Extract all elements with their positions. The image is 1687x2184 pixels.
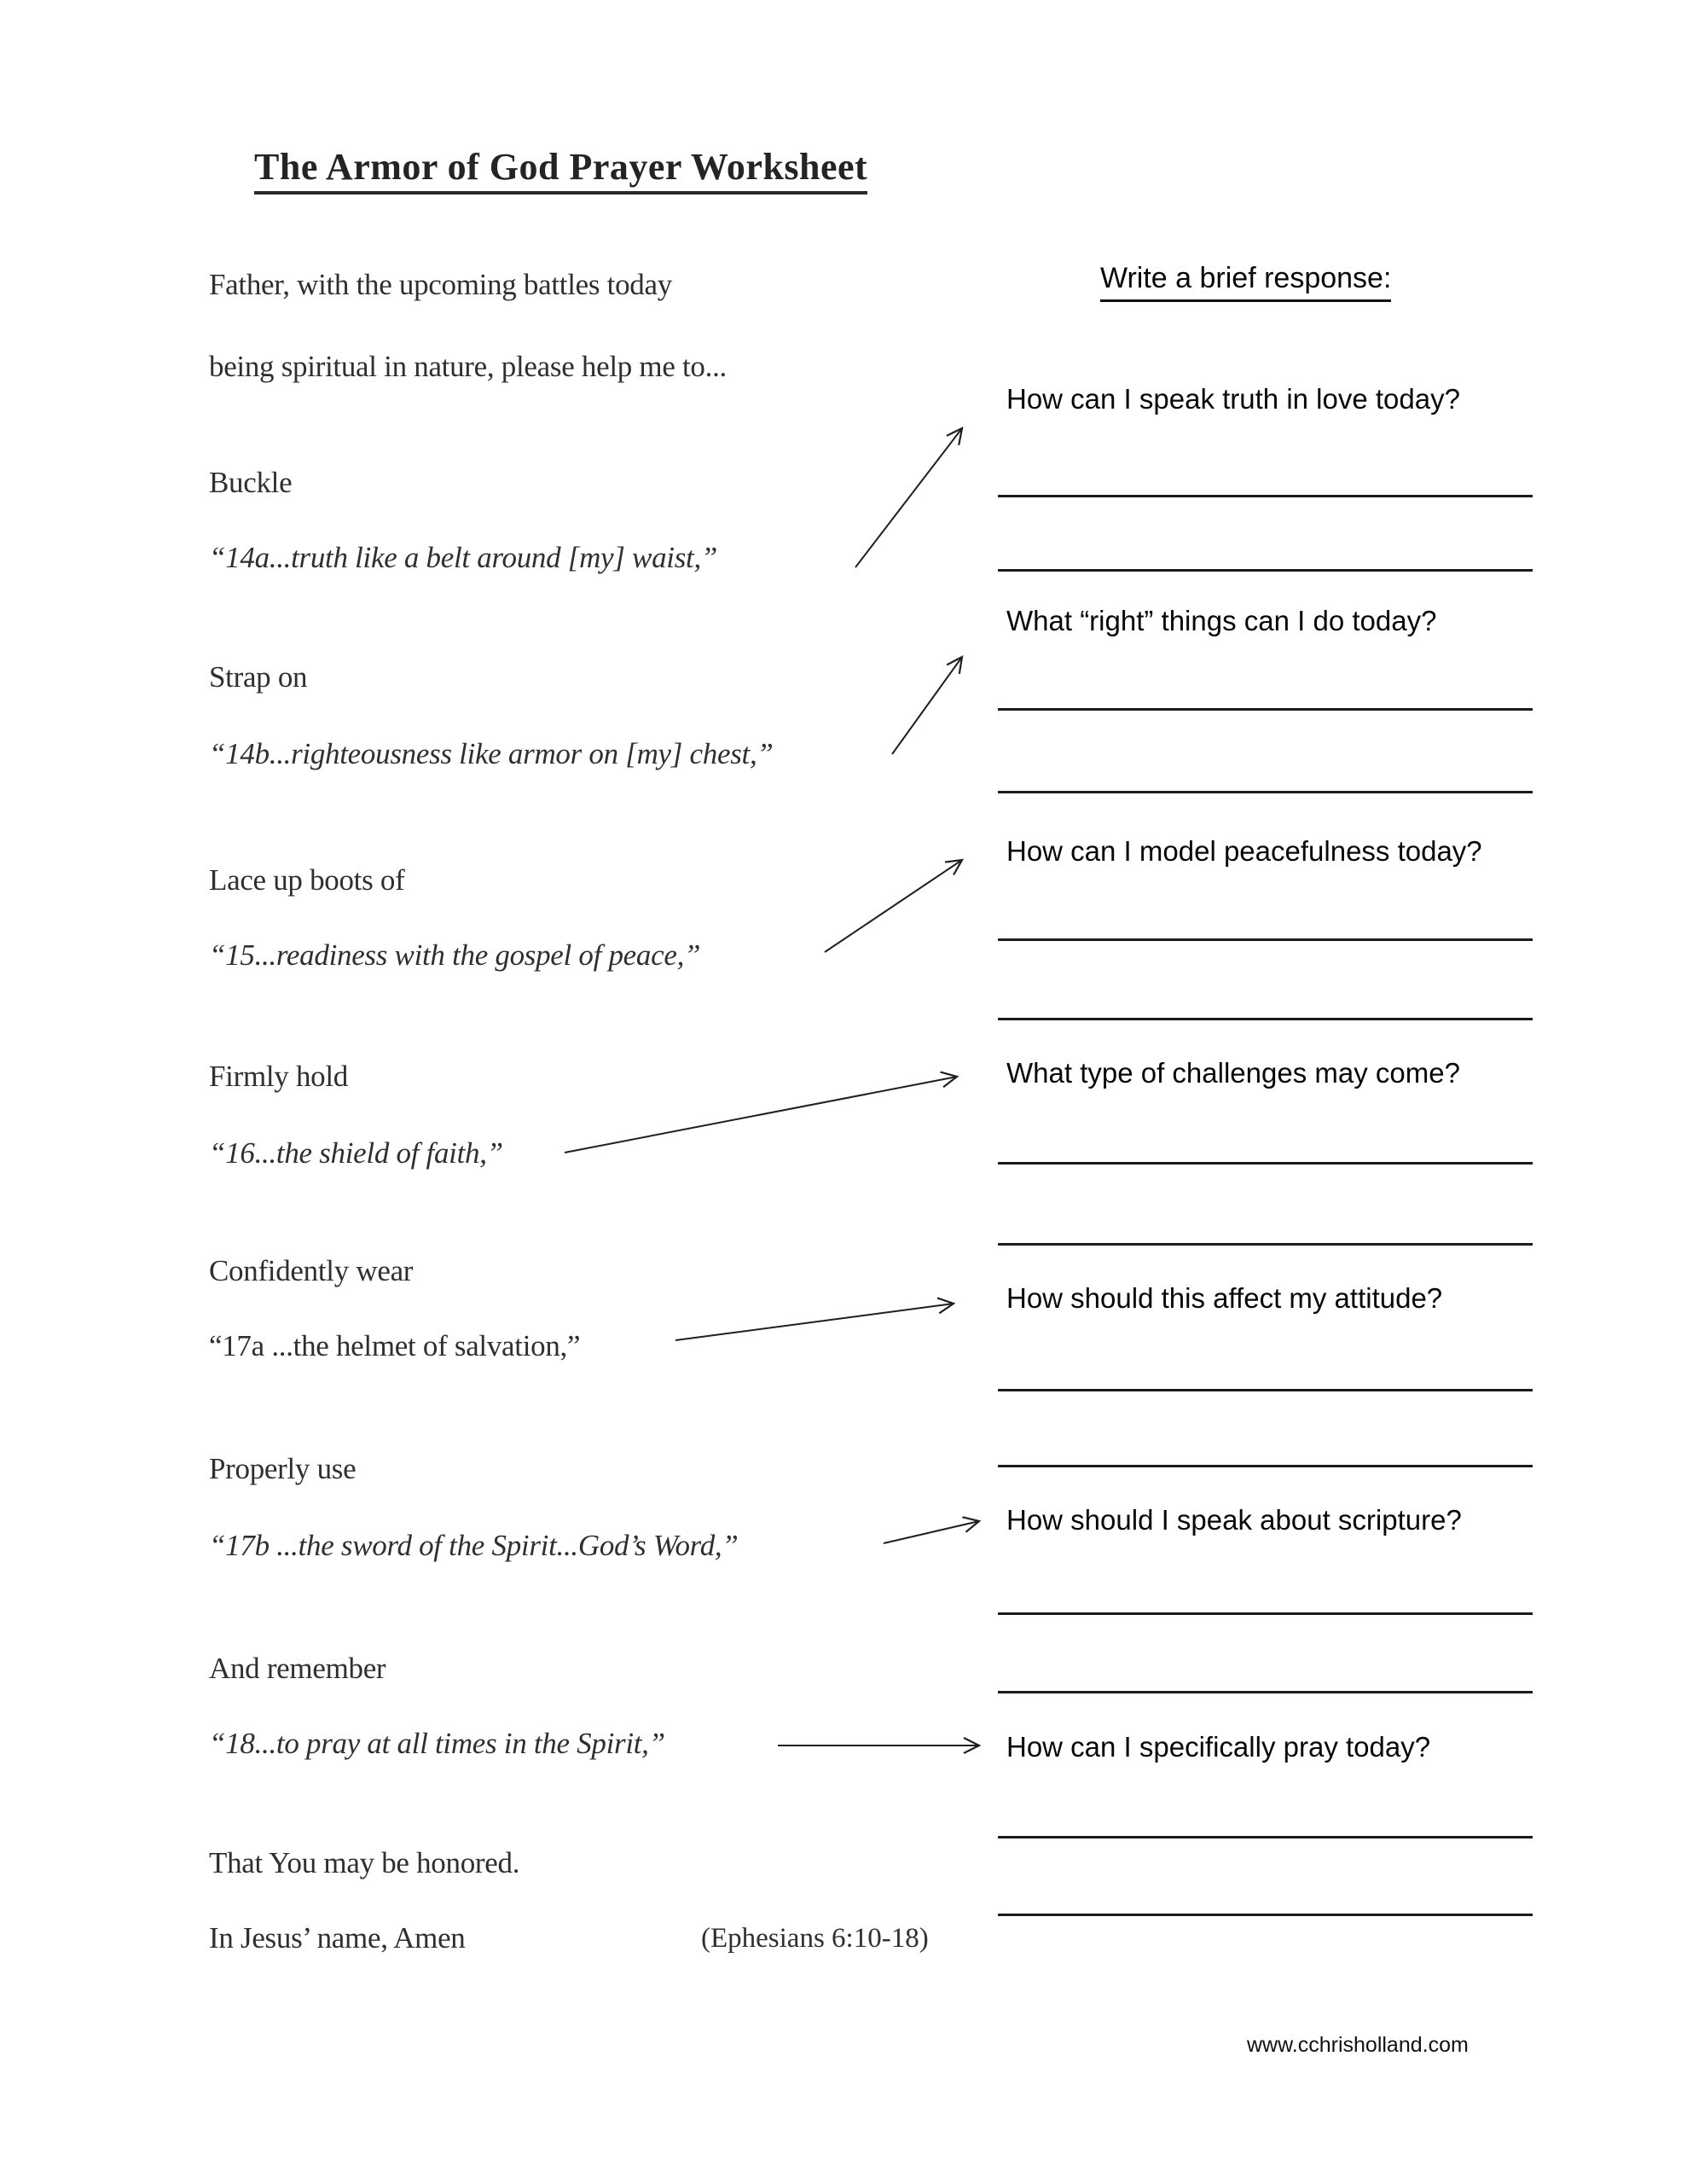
closing-line-1: That You may be honored. xyxy=(209,1846,520,1879)
footer-url: www.cchrisholland.com xyxy=(1247,2033,1469,2057)
item-quote-17a: “17a ...the helmet of salvation,” xyxy=(209,1329,581,1362)
item-quote-17b: “17b ...the sword of the Spirit...God’s Word,” xyxy=(209,1529,739,1562)
item-quote-14a: “14a...truth like a belt around [my] waist,” xyxy=(209,541,718,574)
response-line xyxy=(998,938,1533,941)
response-line xyxy=(998,791,1533,793)
connector-arrow-1 xyxy=(855,428,962,567)
item-quote-15: “15...readiness with the gospel of peace,” xyxy=(209,938,701,972)
connector-arrow-5 xyxy=(675,1304,954,1340)
response-question-6: How should I speak about scripture? xyxy=(1006,1504,1462,1536)
response-line xyxy=(998,1465,1533,1467)
item-quote-14b: “14b...righteousness like armor on [my] chest,” xyxy=(209,737,774,770)
connector-arrow-2 xyxy=(892,657,962,754)
response-line xyxy=(998,1389,1533,1391)
item-quote-18: “18...to pray at all times in the Spirit,” xyxy=(209,1727,665,1760)
response-question-1: How can I speak truth in love today? xyxy=(1006,383,1460,415)
item-action-strap-on: Strap on xyxy=(209,660,308,694)
response-line xyxy=(998,1018,1533,1020)
response-question-7: How can I specifically pray today? xyxy=(1006,1731,1431,1763)
item-action-buckle: Buckle xyxy=(209,466,293,499)
closing-line-2: In Jesus’ name, Amen xyxy=(209,1921,466,1955)
response-line xyxy=(998,1691,1533,1693)
item-action-lace-up: Lace up boots of xyxy=(209,863,405,897)
page-title: The Armor of God Prayer Worksheet xyxy=(254,146,867,195)
response-question-3: How can I model peacefulness today? xyxy=(1006,835,1482,867)
response-line xyxy=(998,1836,1533,1838)
response-header: Write a brief response: xyxy=(1100,262,1391,302)
response-line xyxy=(998,1162,1533,1165)
connector-arrow-3 xyxy=(825,860,962,952)
scripture-reference: (Ephesians 6:10-18) xyxy=(701,1923,929,1954)
item-action-firmly-hold: Firmly hold xyxy=(209,1060,348,1093)
item-action-properly-use: Properly use xyxy=(209,1452,357,1485)
response-question-5: How should this affect my attitude? xyxy=(1006,1282,1443,1314)
item-action-and-remember: And remember xyxy=(209,1652,386,1685)
item-action-confidently-wear: Confidently wear xyxy=(209,1254,414,1287)
response-line xyxy=(998,569,1533,572)
response-line xyxy=(998,495,1533,497)
response-line xyxy=(998,1612,1533,1615)
response-line xyxy=(998,1243,1533,1246)
connector-arrow-6 xyxy=(884,1521,979,1543)
intro-line-2: being spiritual in nature, please help me to... xyxy=(209,350,727,383)
intro-line-1: Father, with the upcoming battles today xyxy=(209,268,672,301)
connector-arrow-4 xyxy=(565,1077,957,1153)
response-question-2: What “right” things can I do today? xyxy=(1006,605,1437,636)
item-quote-16: “16...the shield of faith,” xyxy=(209,1136,503,1170)
response-line xyxy=(998,1914,1533,1916)
response-question-4: What type of challenges may come? xyxy=(1006,1057,1460,1089)
response-line xyxy=(998,708,1533,711)
